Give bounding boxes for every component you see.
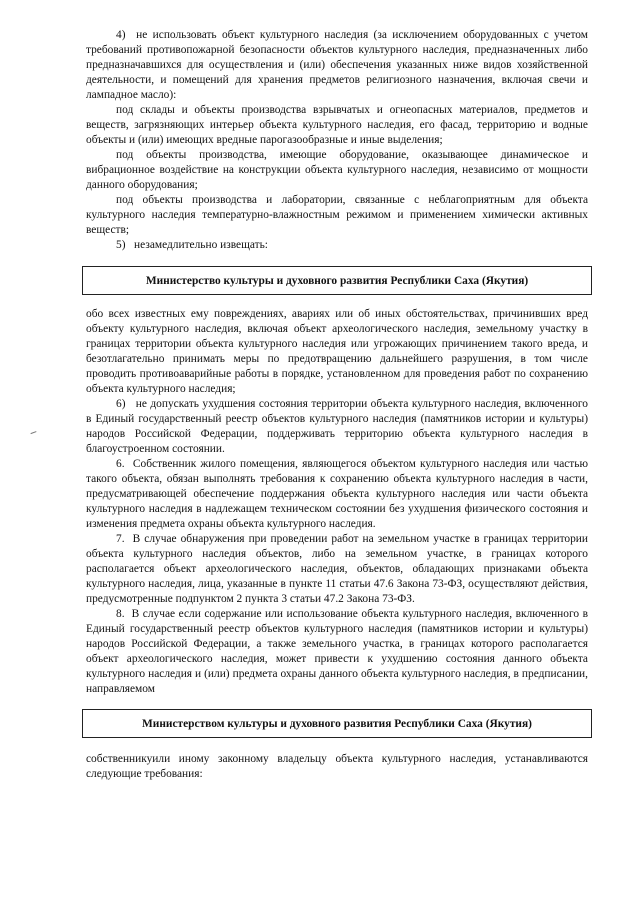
text-block-3 [86, 752, 588, 782]
document-body [86, 28, 588, 782]
scan-mark [30, 431, 37, 437]
paragraph-item-4: 4) не использовать объект культурного наследия (за исключением оборудованных с учетом требований противопожарной безопасности объектов культурного наследия, предназначенных либо предназначавшихся для осуществления и (или) обеспечения указанных ниже видов хозяйственной деятельности, и помещений для хранения предметов религиозного назначения, включая свечи и лампадное масло): [86, 29, 588, 101]
paragraph-section-8: 8. В случае если содержание или использование объекта культурного наследия, включенного в Единый государственный реестр объектов культурного наследия (памятников истории и культуры) народов Российской Федерации, а также земельного участка, в границах которого располагается объект археологического наследия, может привести к ухудшению состояния данного объекта культурного наследия и (или) предмета охраны данного объекта культурного наследия, в предписании, направляемом [86, 608, 588, 695]
paragraph-damages: обо всех известных ему повреждениях, авариях или об иных обстоятельствах, причинивших вред объекту культурного наследия, включая объект археологического наследия, земельному участку в границах территории объекта культурного наследия или угрожающих причинением такого вреда, и безотлагательно принимать меры по предотвращению дальнейшего разрушения, в том числе проводить противоаварийные работы в порядке, установленном для проведения работ по сохранению объекта культурного наследия; [86, 308, 588, 395]
ministry-box-2-text: Министерством культуры и духовного развития Республики Саха (Якутия) [142, 717, 532, 730]
paragraph-item-5: 5) незамедлительно извещать: [116, 239, 268, 251]
ministry-box-1-text: Министерство культуры и духовного развития Республики Саха (Якутия) [145, 274, 529, 287]
paragraph-production-equipment: под объекты производства, имеющие оборудование, оказывающее динамическое и вибрационное воздействие на конструкции объекта культурного наследия, независимо от мощности данного оборудования; [86, 149, 588, 191]
text-block-2 [86, 307, 588, 697]
paragraph-warehouses: под склады и объекты производства взрывчатых и огнеопасных материалов, предметов и веществ, загрязняющих интерьер объекта культурного наследия, его фасад, территорию и водные объекты и (или) имеющих вредные парогазообразные и иные выделения; [86, 104, 588, 146]
ministry-box-2 [82, 709, 592, 738]
paragraph-section-7: 7. В случае обнаружения при проведении работ на земельном участке в границах территории объекта культурного наследия объектов, либо на земельном участке, в границах которого располагается объект археологического наследия, объектов, обладающих признаками объекта культурного наследия, лица, указанные в пункте 11 статьи 47.6 Закона 73-ФЗ, осуществляют действия, предусмотренные подпунктом 2 пункта 3 статьи 47.2 Закона 73-ФЗ. [86, 533, 588, 605]
paragraph-item-6: 6) не допускать ухудшения состояния территории объекта культурного наследия, включенного в Единый государственный реестр объектов культурного наследия (памятников истории и культуры) народов Российской Федерации, поддерживать территорию объекта культурного наследия в благоустроенном состоянии. [86, 398, 588, 455]
paragraph-section-6: 6. Собственник жилого помещения, являющегося объектом культурного наследия или частью такого объекта, обязан выполнять требования к сохранению объекта культурного наследия в части, предусматривающей обеспечение поддержания объекта культурного наследия или части объекта культурного наследия в надлежащем техническом состоянии без ухудшения физического состояния и изменения предмета охраны объекта культурного наследия. [86, 458, 588, 530]
ministry-box-1 [82, 266, 592, 295]
paragraph-requirements: собственникуили иному законному владельцу объекта культурного наследия, устанавливаются следующие требования: [86, 753, 588, 780]
text-block-1 [86, 28, 588, 253]
paragraph-laboratories: под объекты производства и лаборатории, связанные с неблагоприятным для объекта культурного наследия температурно-влажностным режимом и применением химически активных веществ; [86, 194, 588, 236]
